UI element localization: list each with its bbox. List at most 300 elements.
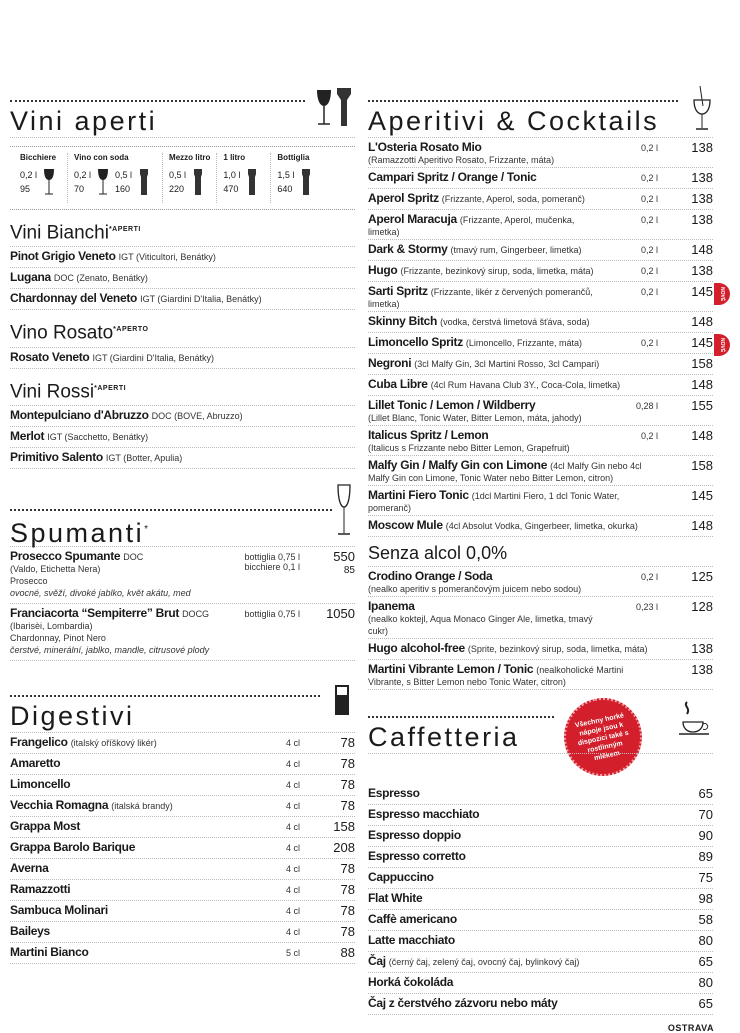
item-name: Lugana [10,270,51,285]
item-detail: (Ibarisèi, Lombardia) [10,620,93,631]
price: 220 [169,184,185,194]
item-quantity [240,607,300,619]
menu-item[interactable] [10,247,355,268]
price: 75 [698,870,713,885]
item-text [10,451,300,464]
menu-item[interactable] [368,261,713,282]
price: 58 [698,912,713,927]
price: 148 [691,428,713,443]
item-name: Sambuca Molinari [10,902,108,917]
price: 145 [691,284,713,299]
item-price [658,642,713,656]
menu-item[interactable] [368,931,713,952]
quantity: 4 cl [285,800,300,811]
item-name: Amaretto [10,755,61,770]
price: 95 [20,184,31,194]
item-price [658,829,713,843]
item-price [658,871,713,885]
quantity: 4 cl [285,926,300,937]
item-name: Grappa Most [10,818,81,833]
item-name: Martini Fiero Tonic [368,488,469,502]
volume: 0,5 l [115,170,133,180]
menu-item[interactable] [10,796,355,817]
item-description: IGT (Giardini D'Italia, Benátky) [140,294,262,305]
menu-item[interactable] [10,838,355,859]
item-text [368,892,658,905]
item-quantity [598,570,658,582]
item-price [300,550,355,578]
price: 70 [698,807,713,822]
quantity: 4 cl [285,842,300,853]
item-description: (Frizzante, bezinkový sirup, soda, limetka, máta) [400,266,594,276]
price: 78 [340,755,355,771]
menu-item[interactable] [10,775,355,796]
item-quantity [240,736,300,748]
item-quantity [598,285,658,297]
item-name: Hugo [368,263,398,277]
item-name: Latte macchiato [368,933,455,947]
item-price [658,171,713,185]
item-price [658,336,713,350]
menu-item[interactable] [10,901,355,922]
price: 78 [340,776,355,792]
menu-item[interactable] [368,868,713,889]
menu-item[interactable] [368,660,713,690]
wine-group-title [10,318,355,347]
item-text [368,570,598,595]
item-price [658,315,713,329]
item-name: Vecchia Romagna [10,797,109,812]
price: 208 [333,839,355,855]
divider [10,100,305,102]
item-price [658,357,713,371]
menu-item[interactable] [368,486,713,516]
item-tasting-notes: čerstvé, minerální, jablko, mandle, citrusové plody [10,644,210,655]
item-quantity [240,820,300,832]
item-text [10,862,240,875]
wine-size-table [10,146,355,210]
price: 89 [698,849,713,864]
item-name: Rosato Veneto [10,349,90,364]
item-price [658,976,713,990]
volume: 1,0 l [223,170,241,180]
size-label: Bottiglia [277,153,310,162]
divider [10,695,320,697]
item-text [368,955,658,968]
carafe-icon [246,168,258,200]
carafe-icon [138,168,150,200]
size-price [74,168,91,196]
price: 98 [698,891,713,906]
wine-size-column [217,153,271,203]
menu-item[interactable] [10,922,355,943]
item-quantity [598,336,658,348]
item-description: (4cl Rum Havana Club 3Y., Coca-Cola, limetka) [430,380,621,390]
quantity: 0,2 l [640,215,658,225]
item-text [368,663,658,688]
menu-item[interactable] [368,456,713,486]
size-price [277,168,294,196]
menu-item[interactable] [368,952,713,973]
item-description: (Frizzante, likér z červených pomerančů, limetka) [368,287,593,309]
item-text [368,642,658,655]
item-text [368,243,598,256]
item-description: IGT (Viticultori, Benátky) [118,252,216,263]
quantity: 0,2 l [640,245,658,255]
item-text [368,913,658,926]
item-price [300,883,355,897]
menu-item[interactable] [368,826,713,847]
group-name: Vino Rosato [10,322,114,344]
menu-item[interactable] [368,189,713,210]
price: 78 [340,797,355,813]
item-name: Montepulciano d'Abruzzo [10,407,149,422]
wine-glass-icon [43,168,55,200]
item-quantity [240,862,300,874]
item-price [300,946,355,960]
menu-item[interactable] [368,333,725,354]
quantity: 0,23 l [635,602,658,612]
item-name: Aperol Spritz [368,191,439,205]
menu-item[interactable] [368,312,713,333]
menu-item[interactable] [368,138,713,168]
right-column [368,100,725,1015]
item-name: Ipanema [368,599,415,613]
item-price [300,862,355,876]
menu-item[interactable] [10,348,355,369]
item-description: (Frizzante, Aperol, mučenka, limetka) [368,215,575,237]
item-text [10,607,240,656]
item-text [10,841,240,854]
item-quantity [598,399,658,411]
item-description: (černý čaj, zelený čaj, ovocný čaj, bylinkový čaj) [388,957,580,967]
item-text [368,399,598,424]
price-2: 85 [343,564,355,576]
menu-item[interactable] [368,847,713,868]
item-description: (Ramazzotti Aperitivo Rosato, Frizzante, máta) [368,155,555,165]
menu-item[interactable] [10,604,355,661]
wine-group-title [10,377,355,406]
quantity: 0,2 l [640,194,658,204]
item-name: Negroni [368,356,412,370]
item-text [368,489,658,514]
menu-item[interactable] [368,282,725,312]
menu-item[interactable] [368,240,713,261]
menu-item[interactable] [368,910,713,931]
menu-item[interactable] [368,805,713,826]
item-quantity [598,600,658,612]
menu-item[interactable] [10,754,355,775]
item-text [10,883,240,896]
item-name: Cappuccino [368,870,434,884]
champagne-glass-icon [335,483,353,539]
menu-item[interactable] [10,406,355,427]
item-name: Cuba Libre [368,377,428,391]
price: 138 [691,140,713,155]
item-quantity [598,192,658,204]
size-price [169,168,186,196]
item-price [300,799,355,813]
price: 65 [698,954,713,969]
item-price [658,600,713,614]
left-column [10,100,355,964]
price: 80 [698,975,713,990]
menu-item[interactable] [368,516,713,537]
item-name: Hugo alcohol-free [368,641,465,655]
item-detail: Chardonnay, Pinot Nero [10,632,106,643]
item-description: (italská brandy) [111,800,173,811]
section-title: Caffetteria [368,722,713,754]
price: 138 [691,170,713,185]
item-name: Primitivo Salento [10,449,103,464]
item-description: (Frizzante, Aperol, soda, pomeranč) [441,194,585,204]
item-text [368,459,658,484]
price: 158 [691,356,713,371]
item-name: Espresso corretto [368,849,466,863]
item-name: Merlot [10,428,45,443]
price: 125 [691,569,713,584]
item-name: Ramazzotti [10,881,71,896]
item-name: Pinot Grigio Veneto [10,249,116,264]
item-text [368,850,658,863]
volume: 1,5 l [277,170,295,180]
aperitivi-section [368,100,725,690]
item-text [10,820,240,833]
size-label: Bicchiere [20,153,57,162]
volume: 0,2 l [74,170,92,180]
item-price [658,243,713,257]
item-quantity [210,550,300,572]
item-price [300,841,355,855]
item-price [658,808,713,822]
price: 128 [691,599,713,614]
item-text [368,871,658,884]
item-text [368,264,598,277]
item-description: (nealko aperitiv s pomerančovým juicem nebo sodou) [368,584,582,594]
item-description: (4cl Malfy Gin nebo 4cl Malfy Gin con Limone, Tonic Water nebo Bitter Lemon, citron) [368,461,642,483]
group-name: Vini Rossi [10,380,95,402]
item-name: Malfy Gin / Malfy Gin con Limone [368,458,548,472]
quantity: 0,28 l [635,401,658,411]
new-badge: NOVÉ [714,334,730,356]
carafe-icon [192,168,204,200]
tumbler-glass-icon [333,683,351,717]
menu-item[interactable] [368,168,713,189]
item-name: Espresso doppio [368,828,461,842]
item-name: Grappa Barolo Barique [10,839,136,854]
menu-item[interactable] [10,427,355,448]
price: 78 [340,734,355,750]
item-description: (4cl Absolut Vodka, Gingerbeer, limetka, okurka) [445,521,638,531]
item-text [10,292,300,305]
price: 148 [691,377,713,392]
item-price [658,459,713,473]
menu-item[interactable] [368,973,713,994]
price: 78 [340,902,355,918]
quantity: 0,2 l [640,143,658,153]
divider [10,509,332,511]
price: 78 [340,881,355,897]
item-name: Averna [10,860,49,875]
item-text [368,787,658,800]
price: 158 [691,458,713,473]
menu-item[interactable] [368,994,713,1015]
item-name: Espresso [368,786,420,800]
section-title: Vini aperti [10,106,355,138]
item-text [368,808,658,821]
price: 148 [691,242,713,257]
menu-item[interactable] [368,210,713,240]
menu-item[interactable] [10,289,355,310]
item-description: (Sprite, bezinkový sirup, soda, limetka, máta) [467,644,648,654]
quantity: 4 cl [285,863,300,874]
divider [368,716,554,718]
bottle-icon [300,168,312,200]
quantity: 4 cl [285,779,300,790]
item-text [10,778,240,791]
item-quantity [240,757,300,769]
item-name: Campari Spritz / Orange / Tonic [368,170,537,184]
quantity: 0,2 l [640,287,658,297]
menu-item[interactable] [10,859,355,880]
vini-aperti-section [10,100,355,469]
menu-item[interactable] [368,354,713,375]
item-name: Aperol Maracuja [368,212,457,226]
item-price [658,264,713,278]
item-price [658,429,713,443]
item-price [300,904,355,918]
menu-item[interactable] [368,889,713,910]
item-description: (vodka, čerstvá limetová šťáva, soda) [440,317,590,327]
quantity: 0,2 l [640,338,658,348]
item-text [10,409,300,422]
item-text [368,336,598,349]
item-price [658,378,713,392]
item-price [658,285,713,299]
menu-item[interactable] [368,426,713,456]
item-description: DOCG [182,608,210,619]
item-text [368,976,658,989]
item-price [658,663,713,677]
item-quantity [598,171,658,183]
menu-item[interactable] [10,943,355,964]
item-price [658,192,713,206]
quantity: bottiglia 0,75 l [244,608,300,619]
size-price [223,168,240,196]
quantity: 0,2 l [640,431,658,441]
item-description: (Italicus s Frizzante nebo Bitter Lemon, Grapefruit) [368,443,570,453]
menu-item[interactable] [368,639,713,660]
item-price [300,925,355,939]
group-tag: *APERTO [113,326,149,334]
item-name: Čaj z čerstvého zázvoru nebo máty [368,996,558,1010]
price: 90 [698,828,713,843]
item-quantity [598,213,658,225]
menu-item[interactable] [368,567,713,597]
menu-item[interactable] [368,784,713,805]
item-quantity [240,799,300,811]
item-name: Martini Vibrante Lemon / Tonic [368,662,534,676]
menu-item[interactable] [10,547,355,604]
item-text [10,430,300,443]
digestivi-section [10,695,355,964]
price: 148 [691,314,713,329]
item-price [658,399,713,413]
menu-item[interactable] [10,733,355,754]
item-price [658,997,713,1011]
section-title: Aperitivi & Cocktails [368,106,713,138]
item-name: Chardonnay del Veneto [10,291,138,306]
item-name: Limoncello [10,776,71,791]
item-price [658,787,713,801]
group-tag: *APERTI [108,226,141,233]
menu-item[interactable] [368,375,713,396]
wine-size-column [271,153,324,203]
item-description: (nealkoholické Martini Vibrante, s Bitter Lemon nebo Tonic Water, citron) [368,665,624,687]
quantity-2: bicchiere 0,1 l [244,561,300,572]
item-name: Skinny Bitch [368,314,438,328]
item-detail: (Valdo, Etichetta Nera) [10,563,101,574]
item-description: (tmavý rum, Gingerbeer, limetka) [450,245,582,255]
item-text [368,171,598,184]
item-quantity [240,904,300,916]
group-name: Vini Bianchi [10,222,109,244]
item-quantity [598,264,658,276]
quantity: 4 cl [285,758,300,769]
item-price [300,757,355,771]
item-quantity [598,141,658,153]
menu-item[interactable] [10,817,355,838]
senza-alcol-title: Senza alcol 0,0% [368,541,713,567]
item-text [10,946,240,959]
menu-item[interactable] [368,396,713,426]
menu-item[interactable] [10,880,355,901]
item-price [658,850,713,864]
item-description: IGT (Giardini D'Italia, Benátky) [92,352,215,363]
item-name: Caffè americano [368,912,457,926]
item-price [658,570,713,584]
item-text [10,799,240,812]
item-price [658,934,713,948]
menu-item[interactable] [10,448,355,469]
wine-glass-carafe-icon [313,86,357,132]
item-text [368,213,598,238]
size-price [115,168,132,196]
quantity: 5 cl [285,947,300,958]
item-text [368,378,658,391]
item-price [658,213,713,227]
price: 138 [691,641,713,656]
item-description: (italský oříškový likér) [70,737,157,748]
item-description: (Lillet Blanc, Tonic Water, Bitter Lemon, máta, jahody) [368,413,582,423]
item-name: Italicus Spritz / Lemon [368,428,489,442]
item-text [368,934,658,947]
price: 65 [698,996,713,1011]
item-name: Dark & Stormy [368,242,448,256]
item-text [10,271,300,284]
spritz-glass-icon [691,84,713,132]
price: 138 [691,662,713,677]
price: 155 [691,398,713,413]
item-quantity [240,946,300,958]
item-description: DOC [123,551,144,562]
size-label: Mezzo litro [169,153,211,162]
item-description: DOC (Zenato, Benátky) [53,273,148,284]
menu-item[interactable] [10,268,355,289]
item-text [368,997,658,1010]
menu-item[interactable] [368,597,713,639]
item-name: Flat White [368,891,423,905]
